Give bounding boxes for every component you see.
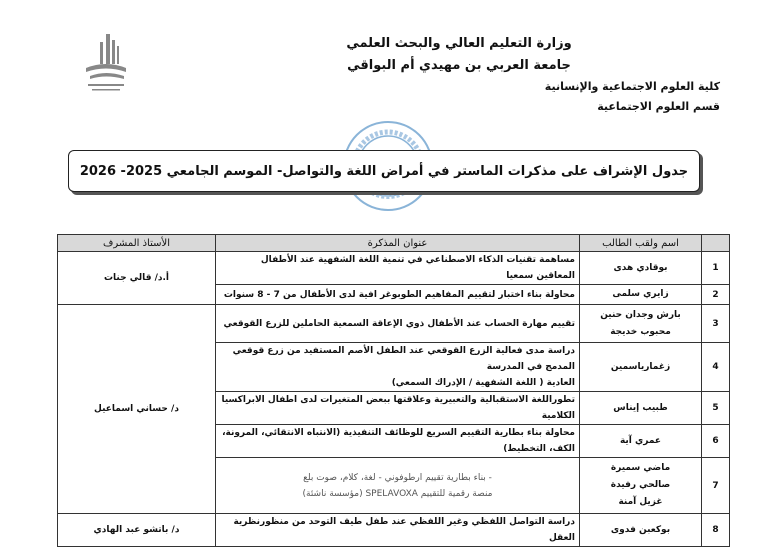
row-number: 4 — [702, 343, 730, 392]
university-logo-icon — [80, 30, 132, 100]
row-number: 5 — [702, 392, 730, 425]
header-num — [702, 235, 730, 252]
row-number: 3 — [702, 305, 730, 343]
row-number: 1 — [702, 252, 730, 285]
table-row — [58, 252, 730, 285]
thesis-title: محاولة بناء بطارية التقييم السريع للوظائف التنفيذية (الانتباه الانتقائي، المرونة، الكف، التخطيط) — [216, 425, 580, 458]
row-number: 7 — [702, 458, 730, 514]
thesis-title: محاولة بناء اختبار لتقييم المفاهيم الطوبوغر افية لدى الأطفال من 7 - 8 سنوات — [216, 285, 580, 305]
title-box — [68, 150, 700, 192]
thesis-title: دراسة التواصل اللفظي وغير اللفظي عند طفل طيف التوحد من منظورنظرية العقل — [216, 514, 580, 547]
supervisor-name: أ.د/ قالي جنات — [58, 252, 216, 305]
thesis-title: - بناء بطارية تقييم ارطوفوني - لغة، كلام، صوت بلع منصة رقمية للتقييم SPELAVOXA (مؤسسة ناشئة) — [216, 458, 580, 514]
page-title: جدول الإشراف على مذكرات الماستر في أمراض اللغة والتواصل- الموسم الجامعي 2025- 2026 — [79, 163, 689, 179]
ministry-heading: وزارة التعليم العالي والبحث العلمي — [346, 36, 572, 51]
thesis-title: دراسة مدى فعالية الزرع القوقعي عند الطفل الأصم المستفيد من زرع قوقعي المدمج في المدرسة العادية ( اللغة الشفهية / الإدراك السمعي) — [216, 343, 580, 392]
supervision-table — [57, 234, 730, 547]
row-number: 8 — [702, 514, 730, 547]
supervisor-name: د/ حساني اسماعيل — [58, 305, 216, 514]
student-name: زايري سلمى — [580, 285, 702, 305]
student-name: ماضي سميرة صالحي رفيدة غزيل آمنة — [580, 458, 702, 514]
thesis-title: تطوراللغة الاستقبالية والتعبيرية وعلاقتها ببعض المتغيرات لدى اطفال الابراكسيا الكلامية — [216, 392, 580, 425]
row-number: 2 — [702, 285, 730, 305]
department-heading: قسم العلوم الاجتماعية — [597, 100, 720, 113]
supervisor-name: د/ باتشو عبد الهادي — [58, 514, 216, 547]
student-name: بوقادي هدى — [580, 252, 702, 285]
faculty-heading: كلية العلوم الاجتماعية والإنسانية — [544, 80, 720, 93]
student-name: طبيب إيناس — [580, 392, 702, 425]
student-name: بوكعبن فدوى — [580, 514, 702, 547]
university-heading: جامعة العربي بن مهيدي أم البواقي — [347, 58, 571, 73]
table-row — [58, 305, 730, 343]
student-name: عمري آية — [580, 425, 702, 458]
table-header-row — [58, 235, 730, 252]
thesis-title: مساهمة تقنيات الذكاء الاصطناعي في تنمية اللغة الشفهية عند الأطفال المعاقين سمعيا — [216, 252, 580, 285]
table-row — [58, 514, 730, 547]
header-supervisor: الأستاذ المشرف — [58, 235, 216, 252]
header-student: اسم ولقب الطالب — [580, 235, 702, 252]
header-thesis: عنوان المذكرة — [216, 235, 580, 252]
student-name: زغمارياسمين — [580, 343, 702, 392]
student-name: بارش وجدان حنين محبوب خديجة — [580, 305, 702, 343]
row-number: 6 — [702, 425, 730, 458]
thesis-title: تقييم مهارة الحساب عند الأطفال ذوي الإعاقة السمعية الحاملين للزرع القوقعي — [216, 305, 580, 343]
